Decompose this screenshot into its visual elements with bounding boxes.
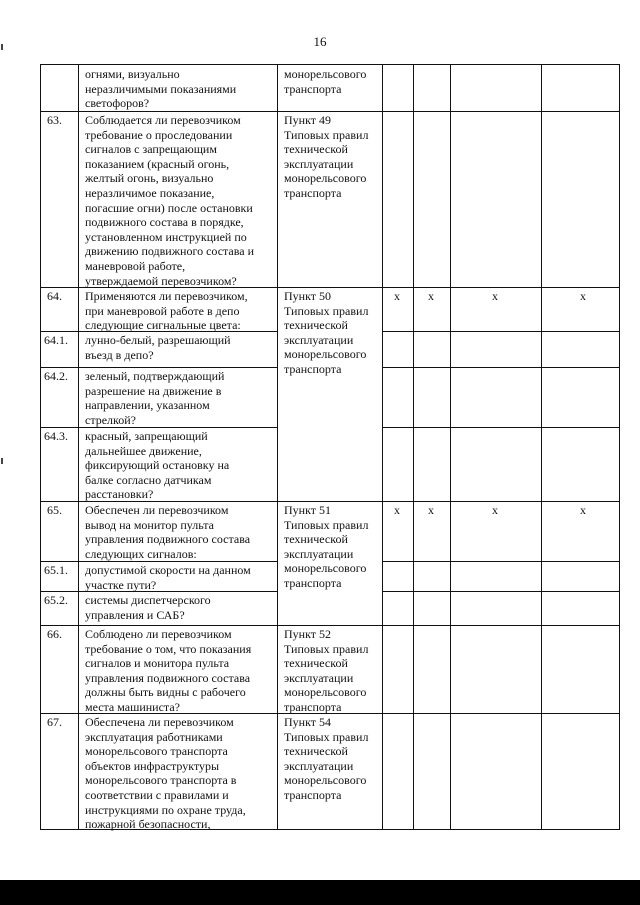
col-divider xyxy=(78,65,79,829)
x-mark: x xyxy=(428,289,434,303)
page-number: 16 xyxy=(313,34,327,49)
question-text: допустимой скорости на данном участке пути? xyxy=(85,563,251,592)
question-text: красный, запрещающий дальнейшее движение, фиксирующий остановку на балке согласно датчикам расстановки? xyxy=(85,429,230,502)
col-divider xyxy=(413,65,414,829)
checklist-table xyxy=(40,64,620,830)
question-text: Соблюдается ли перевозчиком требование о проследовании сигналов с запрещающим показанием (красный огонь, желтый огонь, визуально неразличимое показание, погасшие огни) после остановки подвижного состава в порядке, установленном инструкцией по движению подвижного состава и маневровой работе, утверждаемой перевозчиком? xyxy=(85,113,254,288)
source-text: Пункт 51 Типовых правил технической эксплуатации монорельсового транспорта xyxy=(284,503,369,590)
col-divider xyxy=(541,65,542,829)
row-divider xyxy=(382,427,619,428)
scan-border xyxy=(0,880,640,905)
x-mark: x xyxy=(428,503,434,517)
source-text: монорельсового транспорта xyxy=(284,67,367,96)
row-divider xyxy=(382,331,619,332)
x-mark: x xyxy=(492,289,498,303)
col-divider xyxy=(277,65,278,829)
question-text: лунно-белый, разрешающий въезд в депо? xyxy=(85,333,231,362)
col-divider xyxy=(382,65,383,829)
row-number: 65.1. xyxy=(44,563,68,577)
question-text: огнями, визуально неразличимыми показаниями светофоров? xyxy=(85,67,237,111)
row-number: 64.3. xyxy=(44,429,68,443)
row-divider xyxy=(382,561,619,562)
row-divider xyxy=(41,367,277,368)
source-text: Пункт 54 Типовых правил технической эксплуатации монорельсового транспорта xyxy=(284,715,369,802)
source-text: Пункт 49 Типовых правил технической эксплуатации монорельсового транспорта xyxy=(284,113,369,200)
source-text: Пункт 52 Типовых правил технической эксплуатации монорельсового транспорта xyxy=(284,627,369,714)
question-text: Обеспечен ли перевозчиком вывод на монитор пульта управления подвижного состава следующих сигналов: xyxy=(85,503,251,561)
row-number: 65.2. xyxy=(44,593,68,607)
row-number: 63. xyxy=(47,113,62,127)
row-divider xyxy=(41,625,619,626)
x-mark: x xyxy=(492,503,498,517)
scan-mark xyxy=(1,44,3,50)
row-divider xyxy=(382,591,619,592)
x-mark: x xyxy=(580,289,586,303)
source-text: Пункт 50 Типовых правил технической эксплуатации монорельсового транспорта xyxy=(284,289,369,376)
col-divider xyxy=(450,65,451,829)
row-number: 67. xyxy=(47,715,62,729)
row-divider xyxy=(41,111,619,112)
question-text: Применяются ли перевозчиком, при маневровой работе в депо следующие сигнальные цвета: xyxy=(85,289,248,333)
row-divider xyxy=(382,367,619,368)
question-text: системы диспетчерского управления и САБ? xyxy=(85,593,211,622)
row-number: 64.1. xyxy=(44,333,68,347)
row-number: 64.2. xyxy=(44,369,68,383)
row-number: 64. xyxy=(47,289,62,303)
x-mark: x xyxy=(394,503,400,517)
row-number: 66. xyxy=(47,627,62,641)
scan-mark xyxy=(1,458,3,464)
question-text: Соблюдено ли перевозчиком требование о том, что показания сигналов и монитора пульта управления подвижного состава должны быть видны с рабочего места машиниста? xyxy=(85,627,252,714)
question-text: зеленый, подтверждающий разрешение на движение в направлении, указанном стрелкой? xyxy=(85,369,225,427)
question-text: Обеспечена ли перевозчиком эксплуатация работниками монорельсового транспорта объектов инфраструктуры монорельсового транспорта в соответствии с правилами и инструкциями по охране труда, пожарной безопасности, xyxy=(85,715,246,832)
x-mark: x xyxy=(394,289,400,303)
row-number: 65. xyxy=(47,503,62,517)
x-mark: x xyxy=(580,503,586,517)
